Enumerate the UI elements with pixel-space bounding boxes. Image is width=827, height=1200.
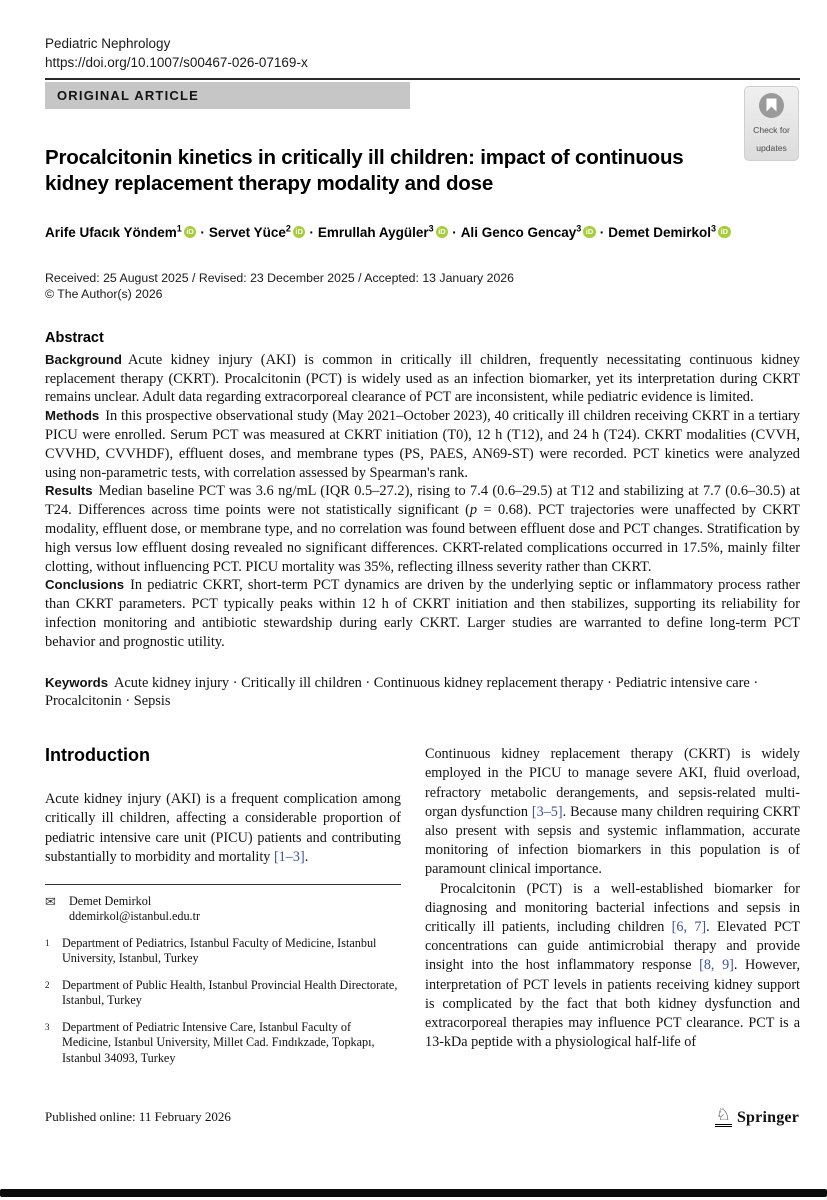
corresponding-author-email[interactable]: ddemirkol@istanbul.edu.tr	[69, 909, 201, 924]
abstract-heading: Abstract	[45, 329, 104, 346]
abstract-section-conclusions: Conclusions In pediatric CKRT, short-term PCT dynamics are driven by the underlying septic or inflammatory process rather than CKRT parameters. PCT typically peaks within 12 h of CKRT initiation and then stabilizes, supporting its reliability for infection monitoring and antibiotic stewardship during early CKRT. Larger studies are warranted to define long-term PCT behavior and prognostic utility.	[45, 577, 800, 650]
orcid-icon[interactable]: iD	[293, 226, 306, 239]
author-list	[45, 223, 800, 240]
copyright-line: © The Author(s) 2026	[45, 286, 163, 301]
left-column	[45, 745, 401, 1066]
bookmark-icon	[759, 93, 784, 118]
author-separator: ·	[200, 224, 205, 240]
springer-knight-icon: ♘	[715, 1106, 732, 1127]
abstract-label: Results	[45, 483, 93, 499]
author: Emrullah Aygüler$^3$ iD	[318, 225, 448, 240]
author: Servet Yüce$^2$ iD	[209, 225, 306, 240]
published-online: Published online: 11 February 2026	[45, 1108, 231, 1124]
author: Arife Ufacık Yöndem$^1$ iD	[45, 225, 196, 240]
abstract-section-methods: Methods In this prospective observational study (May 2021–October 2023), 40 critically ill children receiving CKRT in a tertiary PICU were enrolled. Serum PCT was measured at CKRT initiation (T0), 12 h (T12), and 24 h (T24). CKRT modalities (CVVH, CVVHD, CVVHDF), effluent doses, and membrane types (PS, PAES, AN69-ST) were recorded. PCT kinetics were analyzed using non-parametric tests, with correlation assessed by Spearman's rank.	[45, 408, 800, 481]
author: Demet Demirkol$^3$ iD	[608, 225, 730, 240]
corresponding-author-details	[69, 894, 200, 925]
abstract	[45, 330, 800, 652]
article-type-banner: ORIGINAL ARTICLE	[45, 82, 410, 109]
springer-wordmark: Springer	[736, 1109, 799, 1126]
keywords-line	[45, 674, 800, 712]
affiliation-item: 1 Department of Pediatrics, Istanbul Faculty of Medicine, Istanbul University, Istanbul, Turkey	[45, 935, 377, 966]
orcid-icon[interactable]: iD	[436, 226, 449, 239]
abstract-label: Background	[45, 351, 122, 367]
envelope-icon: ✉	[45, 893, 56, 909]
citation-reference[interactable]: [6, 7]	[671, 918, 707, 935]
check-for-updates-badge[interactable]	[744, 86, 799, 161]
orcid-icon[interactable]: iD	[184, 226, 197, 239]
journal-name: Pediatric Nephrology	[45, 36, 171, 51]
orcid-icon[interactable]: iD	[718, 226, 731, 239]
citation-reference[interactable]: [8, 9]	[699, 957, 734, 974]
intro-paragraph: Procalcitonin (PCT) is a well-established biomarker for diagnosing and monitoring bacterial infections and sepsis in critically ill patients, including children [6, 7]. Elevated PCT concentrations can guide antimicrobial therapy and provide insight into the host inflammatory response [8, 9]. However, interpretation of PCT levels in patients receiving kidney support is complicated by the fact that both kidney dysfunction and extracorporeal therapies may influence PCT clearance. PCT is a 13-kDa peptide with a physiological half-life of	[425, 880, 801, 1051]
affiliation-item: 2 Department of Public Health, Istanbul Provincial Health Directorate, Istanbul, Turkey	[45, 977, 398, 1008]
affiliation-item: 3 Department of Pediatric Intensive Care, Istanbul Faculty of Medicine, Istanbul University, Millet Cad. Fındıkzade, Topkapı, Istanbul 34093, Turkey	[45, 1019, 375, 1065]
right-column	[425, 745, 800, 1066]
citation-reference[interactable]: [1–3]	[273, 848, 305, 865]
introduction-section	[45, 745, 800, 1066]
citation-reference[interactable]: [3–5]	[531, 803, 563, 820]
abstract-section-background: Background Acute kidney injury (AKI) is common in critically ill children, frequently necessitating continuous kidney replacement therapy (CKRT). Procalcitonin (PCT) is widely used as an infection biomarker, yet its interpretation during CKRT remains unclear. Adult data regarding extracorporeal clearance of PCT are inconsistent, while pediatric evidence is limited.	[45, 351, 800, 406]
author-separator: ·	[452, 224, 457, 240]
doi-link[interactable]: https://doi.org/10.1007/s00467-026-07169-x	[45, 55, 308, 71]
intro-paragraph: Acute kidney injury (AKI) is a frequent complication among critically ill children, affecting a considerable proportion of pediatric intensive care unit (PICU) patients and contributing substantially to morbidity and mortality [1–3].	[45, 791, 401, 865]
corresponding-author	[45, 894, 401, 925]
springer-logo	[715, 1106, 799, 1127]
author-separator: ·	[309, 224, 314, 240]
abstract-label: Methods	[45, 408, 100, 424]
page-title: Procalcitonin kinetics in critically ill children: impact of continuous kidney replacement therapy modality and dose	[45, 146, 684, 196]
introduction-heading: Introduction	[45, 745, 150, 766]
intro-paragraph: Continuous kidney replacement therapy (CKRT) is widely employed in the PICU to manage severe AKI, fluid overload, refractory metabolic derangements, and sepsis-related multi-organ dysfunction [3–5]. Because many children requiring CKRT also present with sepsis and systemic inflammation, accurate monitoring of infection biomarkers in this population is of paramount clinical importance.	[425, 746, 800, 878]
corresponding-author-name: Demet Demirkol	[69, 893, 152, 908]
screenshot-bottom-bar	[0, 1189, 827, 1197]
check-updates-label: Check for updates	[753, 125, 790, 153]
page-footer	[45, 1106, 799, 1127]
author-separator: ·	[599, 224, 605, 240]
author: Ali Genco Gencay$^3$ iD	[461, 225, 596, 240]
abstract-label: Conclusions	[45, 577, 125, 593]
orcid-icon[interactable]: iD	[583, 226, 596, 239]
keywords-text: Acute kidney injury · Critically ill children · Continuous kidney replacement therapy · Pediatric intensive care · Procalcitonin · Sepsis	[45, 674, 759, 710]
article-history: Received: 25 August 2025 / Revised: 23 December 2025 / Accepted: 13 January 2026	[45, 270, 514, 285]
header-divider	[45, 78, 800, 80]
abstract-section-results: Results Median baseline PCT was 3.6 ng/mL (IQR 0.5–27.2), rising to 7.4 (0.6–29.5) at T12 and stabilizing at 7.7 (0.6–30.5) at T24. Differences across time points were not statistically significant (p = 0.68). PCT trajectories were unaffected by CKRT modality, effluent dose, or membrane type, and no correlation was found between effluent dose and PCT changes. Stratification by high versus low effluent dosing revealed no significant differences. CKRT-related complications occurred in 17.5%, mainly filter clotting, without influencing PCT. PICU mortality was 35%, reflecting illness severity rather than CKRT.	[45, 483, 800, 575]
journal-header	[45, 34, 800, 72]
footnote-block	[45, 884, 401, 1067]
keywords-label: Keywords	[45, 674, 109, 690]
